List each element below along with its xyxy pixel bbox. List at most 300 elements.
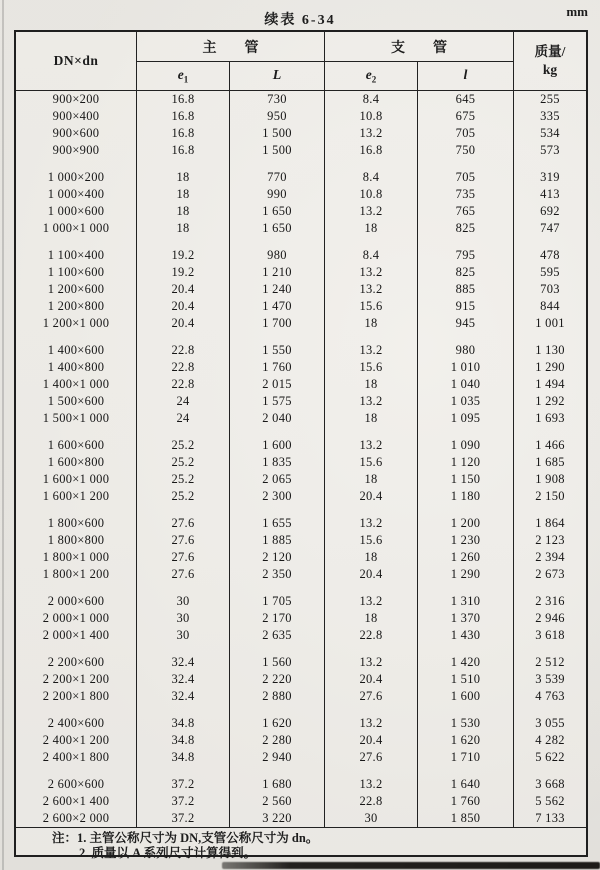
table-cell: 730 [229, 91, 324, 108]
table-cell: 1 600×800 [47, 455, 105, 469]
table-row [16, 125, 586, 142]
table-cell [136, 332, 229, 342]
table-cell [229, 427, 324, 437]
table-cell [513, 766, 586, 776]
table-cell: 2 400×600 [47, 716, 105, 730]
table-cell: 2 123 [513, 532, 586, 549]
table-row [16, 376, 586, 393]
note-line-1: 注：1. 主管公称尺寸为 DN,支管公称尺寸为 dn。 [52, 831, 319, 845]
table-cell: 1 685 [513, 454, 586, 471]
table-cell: 1 600×1 000 [42, 472, 110, 486]
table-cell: 1 095 [417, 410, 513, 427]
table-cell: 2 512 [513, 654, 586, 671]
table-cell: 1 010 [417, 359, 513, 376]
table-cell: 1 680 [229, 776, 324, 793]
group-spacer-row [16, 644, 586, 654]
table-cell: 1 500 [229, 142, 324, 159]
table-cell [16, 159, 136, 169]
table-cell: 34.8 [136, 732, 229, 749]
table-cell: 27.6 [324, 688, 417, 705]
table-cell: 1 290 [417, 566, 513, 583]
table-cell: 750 [417, 142, 513, 159]
table-cell: 1 560 [229, 654, 324, 671]
table-cell [229, 644, 324, 654]
table-cell: 795 [417, 247, 513, 264]
table-row [16, 454, 586, 471]
table-cell: 2 560 [229, 793, 324, 810]
table-cell: 1 693 [513, 410, 586, 427]
table-cell: 900×200 [52, 92, 100, 106]
dimension-table [14, 30, 588, 860]
table-cell: 945 [417, 315, 513, 332]
table-cell: 19.2 [136, 264, 229, 281]
table-row [16, 264, 586, 281]
table-row [16, 488, 586, 505]
table-cell: 25.2 [136, 471, 229, 488]
table-cell [324, 505, 417, 515]
table-cell [417, 766, 513, 776]
table-cell: 37.2 [136, 793, 229, 810]
table-cell: 825 [417, 220, 513, 237]
table-cell [229, 505, 324, 515]
table-row [16, 471, 586, 488]
table-cell: 1 200×800 [47, 299, 105, 313]
table-cell: 1 000×400 [47, 187, 105, 201]
table-cell: 13.2 [324, 437, 417, 454]
table-cell: 30 [324, 810, 417, 827]
table-cell: 1 230 [417, 532, 513, 549]
table-cell: 5 622 [513, 749, 586, 766]
table-row [16, 281, 586, 298]
table-row [16, 688, 586, 705]
table-row [16, 532, 586, 549]
table-cell: 1 400×800 [47, 360, 105, 374]
table-cell [513, 505, 586, 515]
table-cell [324, 159, 417, 169]
table-body [16, 91, 586, 827]
table-cell: 534 [513, 125, 586, 142]
table-row [16, 715, 586, 732]
table-cell: 18 [324, 471, 417, 488]
table-cell: 1 290 [513, 359, 586, 376]
table-cell [229, 332, 324, 342]
table-cell: 2 880 [229, 688, 324, 705]
table-cell: 1 001 [513, 315, 586, 332]
table-cell: 16.8 [136, 142, 229, 159]
table-cell: 8.4 [324, 169, 417, 186]
table-cell: 990 [229, 186, 324, 203]
table-cell: 16.8 [136, 108, 229, 125]
table-cell: 2 316 [513, 593, 586, 610]
table-cell: 37.2 [136, 776, 229, 793]
group-spacer-row [16, 766, 586, 776]
table-cell: 1 200×600 [47, 282, 105, 296]
table-cell: 37.2 [136, 810, 229, 827]
table-cell: 30 [136, 610, 229, 627]
header-mass-line2: kg [542, 62, 558, 77]
table-cell [16, 505, 136, 515]
table-cell: 13.2 [324, 264, 417, 281]
table-cell [324, 766, 417, 776]
table-cell: 1 200×1 000 [42, 316, 110, 330]
table-cell [417, 332, 513, 342]
table-cell: 20.4 [324, 488, 417, 505]
table-cell: 705 [417, 125, 513, 142]
table-cell: 900×900 [52, 143, 100, 157]
table-cell: 1 200 [417, 515, 513, 532]
table-cell [417, 644, 513, 654]
table-caption: 续表 6-34 [264, 13, 336, 28]
header-L: L [229, 62, 324, 90]
table-cell: 2 600×1 400 [42, 794, 110, 808]
table-cell: 13.2 [324, 203, 417, 220]
table-cell [16, 705, 136, 715]
table-cell [136, 237, 229, 247]
table-cell: 1 800×800 [47, 533, 105, 547]
table-cell: 10.8 [324, 108, 417, 125]
table-cell: 25.2 [136, 454, 229, 471]
table-cell [513, 705, 586, 715]
table-cell: 645 [417, 91, 513, 108]
table-cell: 478 [513, 247, 586, 264]
table-cell: 7 133 [513, 810, 586, 827]
table-cell: 18 [324, 549, 417, 566]
table-row [16, 610, 586, 627]
table-cell: 1 000×200 [47, 170, 105, 184]
table-row [16, 186, 586, 203]
table-cell [136, 427, 229, 437]
table-cell: 20.4 [136, 298, 229, 315]
table-cell: 20.4 [324, 671, 417, 688]
table-row [16, 393, 586, 410]
table-cell: 1 040 [417, 376, 513, 393]
table-cell: 1 430 [417, 627, 513, 644]
table-cell [417, 427, 513, 437]
table-cell: 25.2 [136, 437, 229, 454]
table-cell: 2 394 [513, 549, 586, 566]
table-cell: 1 100×400 [47, 248, 105, 262]
table-row [16, 810, 586, 827]
table-cell: 1 655 [229, 515, 324, 532]
unit-label: mm [566, 4, 588, 19]
table-cell: 705 [417, 169, 513, 186]
table-cell: 13.2 [324, 125, 417, 142]
table-cell: 15.6 [324, 454, 417, 471]
table-cell: 1 885 [229, 532, 324, 549]
table-cell: 319 [513, 169, 586, 186]
table-cell: 27.6 [324, 749, 417, 766]
table-cell: 2 200×600 [47, 655, 105, 669]
table-cell: 8.4 [324, 247, 417, 264]
table-notes [16, 827, 586, 861]
table-cell: 13.2 [324, 515, 417, 532]
table-cell: 1 530 [417, 715, 513, 732]
table-cell: 1 600×1 200 [42, 489, 110, 503]
table-cell: 2 120 [229, 549, 324, 566]
table-cell: 413 [513, 186, 586, 203]
header-mass-line1: 质量/ [534, 44, 566, 59]
table-cell: 20.4 [136, 315, 229, 332]
table-cell: 573 [513, 142, 586, 159]
table-cell: 13.2 [324, 776, 417, 793]
table-cell: 2 040 [229, 410, 324, 427]
table-cell: 27.6 [136, 532, 229, 549]
table-cell: 1 800×1 200 [42, 567, 110, 581]
table-cell: 692 [513, 203, 586, 220]
table-cell: 1 710 [417, 749, 513, 766]
table-cell: 950 [229, 108, 324, 125]
table-cell: 20.4 [324, 566, 417, 583]
table-cell: 34.8 [136, 749, 229, 766]
table-cell: 1 575 [229, 393, 324, 410]
table-cell: 25.2 [136, 488, 229, 505]
table-cell: 1 600×600 [47, 438, 105, 452]
table-cell: 18 [324, 220, 417, 237]
table-cell: 1 240 [229, 281, 324, 298]
group-spacer-row [16, 427, 586, 437]
table-cell: 22.8 [136, 342, 229, 359]
table-cell: 30 [136, 593, 229, 610]
header-branch-pipe: 支 管 [324, 32, 513, 62]
table-cell: 13.2 [324, 281, 417, 298]
table-cell: 1 705 [229, 593, 324, 610]
table-cell: 2 150 [513, 488, 586, 505]
table-cell: 1 470 [229, 298, 324, 315]
table-cell: 18 [324, 410, 417, 427]
table-cell: 2 673 [513, 566, 586, 583]
header-l: l [417, 62, 513, 90]
table-cell [513, 644, 586, 654]
note-line-2: 2. 质量以 A 系列尺寸计算得到。 [79, 846, 257, 860]
table-cell: 1 700 [229, 315, 324, 332]
table-cell: 3 668 [513, 776, 586, 793]
table-cell: 18 [324, 610, 417, 627]
table-cell: 1 600 [417, 688, 513, 705]
table-cell: 335 [513, 108, 586, 125]
table-cell [513, 159, 586, 169]
table-row [16, 654, 586, 671]
table-cell: 1 210 [229, 264, 324, 281]
table-cell: 2 065 [229, 471, 324, 488]
table-cell [16, 766, 136, 776]
table-row [16, 515, 586, 532]
table-cell: 13.2 [324, 593, 417, 610]
table-cell: 16.8 [136, 91, 229, 108]
table-cell [324, 332, 417, 342]
table-cell [513, 583, 586, 593]
table-cell: 18 [136, 186, 229, 203]
table-cell [229, 237, 324, 247]
header-e1: $e_1$ [136, 62, 229, 90]
table-row [16, 342, 586, 359]
table-row [16, 315, 586, 332]
table-cell: 18 [136, 220, 229, 237]
table-cell: 675 [417, 108, 513, 125]
table-cell: 22.8 [136, 359, 229, 376]
table-cell: 1 370 [417, 610, 513, 627]
table-cell: 1 420 [417, 654, 513, 671]
table-cell: 20.4 [324, 732, 417, 749]
table-cell: 765 [417, 203, 513, 220]
table-cell: 15.6 [324, 532, 417, 549]
table-cell: 1 180 [417, 488, 513, 505]
table-row [16, 359, 586, 376]
table-cell: 1 130 [513, 342, 586, 359]
table-cell: 1 000×1 000 [42, 221, 110, 235]
table-cell [136, 766, 229, 776]
table-cell: 4 763 [513, 688, 586, 705]
table-cell: 1 835 [229, 454, 324, 471]
table-cell: 2 220 [229, 671, 324, 688]
table-cell: 32.4 [136, 671, 229, 688]
table-cell: 1 760 [417, 793, 513, 810]
table-cell: 1 500×1 000 [42, 411, 110, 425]
table-row [16, 749, 586, 766]
table-cell: 2 600×600 [47, 777, 105, 791]
table-cell [324, 583, 417, 593]
table-row [16, 793, 586, 810]
table-cell: 1 550 [229, 342, 324, 359]
table-cell: 900×400 [52, 109, 100, 123]
table-cell [136, 583, 229, 593]
table-cell: 1 466 [513, 437, 586, 454]
table-row [16, 220, 586, 237]
table-cell: 1 510 [417, 671, 513, 688]
table-cell [417, 159, 513, 169]
table-cell: 1 500×600 [47, 394, 105, 408]
table-cell: 2 400×1 200 [42, 733, 110, 747]
table-cell: 1 760 [229, 359, 324, 376]
table-cell: 2 350 [229, 566, 324, 583]
table-cell: 8.4 [324, 91, 417, 108]
table-cell: 27.6 [136, 549, 229, 566]
table-cell: 22.8 [324, 793, 417, 810]
table-cell: 1 620 [417, 732, 513, 749]
table-cell: 255 [513, 91, 586, 108]
table-cell: 1 800×600 [47, 516, 105, 530]
table-cell: 885 [417, 281, 513, 298]
table-cell [16, 237, 136, 247]
table-cell: 1 850 [417, 810, 513, 827]
table-cell: 2 635 [229, 627, 324, 644]
table-cell: 2 946 [513, 610, 586, 627]
table-cell: 15.6 [324, 359, 417, 376]
table-cell: 18 [136, 203, 229, 220]
group-spacer-row [16, 159, 586, 169]
table-cell: 595 [513, 264, 586, 281]
table-cell [229, 766, 324, 776]
table-cell: 980 [229, 247, 324, 264]
table-cell: 16.8 [136, 125, 229, 142]
table-cell: 825 [417, 264, 513, 281]
table-cell: 1 310 [417, 593, 513, 610]
table-row [16, 247, 586, 264]
table-cell: 22.8 [136, 376, 229, 393]
table-row [16, 142, 586, 159]
table-cell: 1 035 [417, 393, 513, 410]
table-row [16, 298, 586, 315]
table-cell: 13.2 [324, 715, 417, 732]
table-cell: 24 [136, 410, 229, 427]
header-dn-x-dn: DN×dn [53, 53, 99, 68]
table-cell: 1 400×600 [47, 343, 105, 357]
table-cell: 747 [513, 220, 586, 237]
table-cell: 2 015 [229, 376, 324, 393]
table-cell: 30 [136, 627, 229, 644]
table-cell: 1 640 [417, 776, 513, 793]
scan-shadow-artifact [222, 862, 600, 869]
table-cell [513, 237, 586, 247]
table-cell: 1 260 [417, 549, 513, 566]
table-cell: 16.8 [324, 142, 417, 159]
table-cell: 27.6 [136, 566, 229, 583]
table-cell [417, 237, 513, 247]
group-spacer-row [16, 332, 586, 342]
table-row [16, 91, 586, 108]
table-cell: 2 400×1 800 [42, 750, 110, 764]
table-cell [324, 237, 417, 247]
group-spacer-row [16, 237, 586, 247]
group-spacer-row [16, 505, 586, 515]
table-cell: 2 000×1 000 [42, 611, 110, 625]
table-cell: 735 [417, 186, 513, 203]
header-e2: $e_2$ [324, 62, 417, 90]
table-cell [16, 332, 136, 342]
table-cell [324, 427, 417, 437]
table-row [16, 169, 586, 186]
table-cell: 27.6 [136, 515, 229, 532]
table-cell: 2 200×1 800 [42, 689, 110, 703]
table-row [16, 549, 586, 566]
table-cell [136, 505, 229, 515]
table-cell: 18 [324, 376, 417, 393]
table-cell [136, 644, 229, 654]
table-cell: 13.2 [324, 393, 417, 410]
table-cell: 1 800×1 000 [42, 550, 110, 564]
table-row [16, 732, 586, 749]
table-cell: 5 562 [513, 793, 586, 810]
table-cell: 1 650 [229, 220, 324, 237]
table-row [16, 776, 586, 793]
table-cell: 18 [324, 315, 417, 332]
table-cell: 32.4 [136, 654, 229, 671]
table-cell: 22.8 [324, 627, 417, 644]
table-row [16, 437, 586, 454]
table-cell [324, 644, 417, 654]
table-cell: 32.4 [136, 688, 229, 705]
table-cell: 1 400×1 000 [42, 377, 110, 391]
table-row [16, 566, 586, 583]
table-row [16, 671, 586, 688]
table-cell: 2 000×600 [47, 594, 105, 608]
table-cell: 13.2 [324, 654, 417, 671]
table-cell: 1 864 [513, 515, 586, 532]
table-cell: 980 [417, 342, 513, 359]
table-row [16, 593, 586, 610]
table-cell [417, 705, 513, 715]
table-cell: 3 055 [513, 715, 586, 732]
table-row [16, 627, 586, 644]
table-cell: 1 090 [417, 437, 513, 454]
header-mass-kg [513, 32, 586, 90]
table-row [16, 410, 586, 427]
table-cell [513, 427, 586, 437]
table-cell [229, 705, 324, 715]
table-cell [16, 427, 136, 437]
table-cell: 2 600×2 000 [42, 811, 110, 825]
table-cell: 20.4 [136, 281, 229, 298]
table-cell [16, 583, 136, 593]
